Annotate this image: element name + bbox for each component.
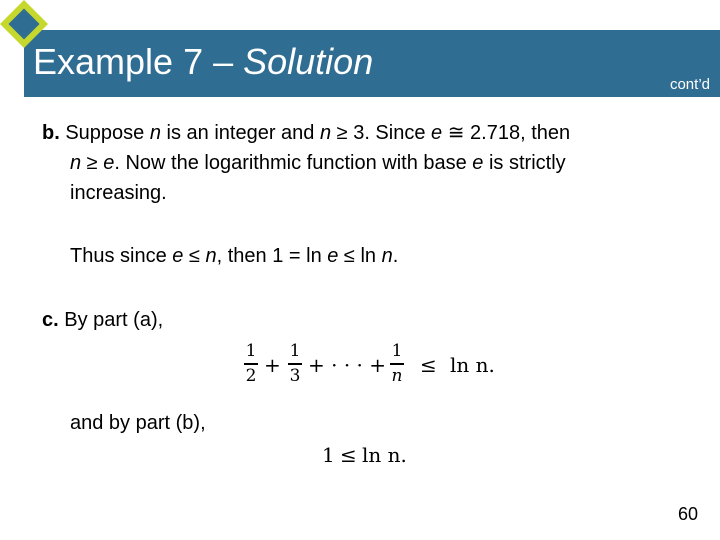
part-b-line-2: n ≥ e. Now the logarithmic function with base e is strictly — [70, 152, 566, 174]
log-inequality: 1 ≤ ln n. — [322, 443, 407, 467]
part-b-line-3: increasing. — [70, 182, 167, 204]
harmonic-inequality: 1 2 + 1 3 + · · · + 1 n ≤ ln n. — [245, 341, 495, 386]
part-c-and-text: and by part (b), — [70, 412, 206, 434]
thus-statement: Thus since e ≤ n, then 1 = ln e ≤ ln n. — [70, 245, 399, 267]
title-main: Example 7 – — [33, 41, 244, 82]
slide-title — [33, 40, 373, 84]
part-b-line-1: b. Suppose n is an integer and n ≥ 3. Since e ≅ 2.718, then — [42, 122, 571, 144]
part-c-label: c. — [42, 309, 59, 331]
part-c-intro: c. By part (a), — [42, 309, 164, 331]
part-b-paragraph — [42, 118, 702, 208]
title-italic: Solution — [243, 41, 374, 82]
continued-label: cont’d — [669, 76, 710, 93]
page-number: 60 — [677, 504, 698, 524]
part-b-label: b. — [42, 122, 60, 144]
